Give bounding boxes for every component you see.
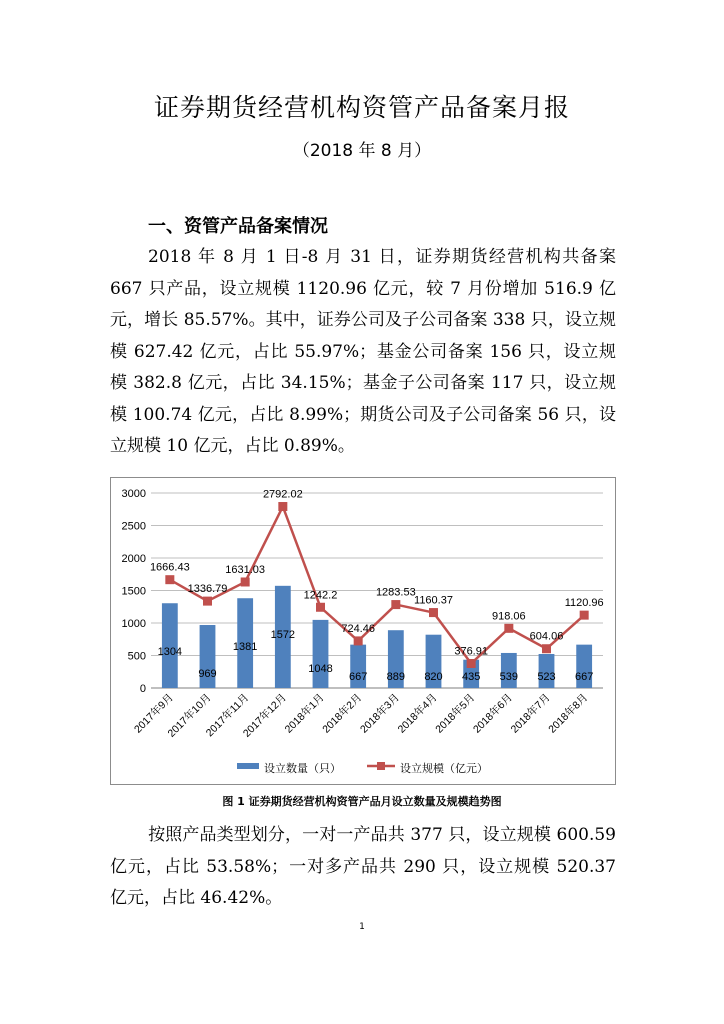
scale-marker [203, 597, 212, 606]
y-tick-label: 1000 [121, 618, 146, 630]
scale-marker [278, 502, 287, 511]
x-tick-label: 2018年5月 [433, 691, 478, 736]
bar-value-label: 435 [461, 671, 481, 683]
x-tick-label: 2017年11月 [203, 691, 252, 740]
scale-marker [316, 603, 325, 612]
x-tick-label: 2017年10月 [165, 691, 214, 740]
x-tick-label: 2018年7月 [508, 691, 553, 736]
figure-caption: 图 1 证券期货经营机构资管产品月设立数量及规模趋势图 [222, 795, 502, 808]
y-tick-label: 2500 [121, 520, 146, 533]
legend-bar-label: 设立数量（只） [264, 763, 341, 775]
line-value-label: 918.06 [492, 610, 526, 623]
scale-marker [580, 611, 589, 620]
scale-marker [241, 577, 250, 586]
x-tick-label: 2018年6月 [470, 691, 515, 736]
line-value-label: 1283.53 [375, 586, 416, 599]
y-tick-label: 500 [127, 650, 146, 663]
section-heading: 一、资管产品备案情况 [148, 216, 328, 237]
y-tick-label: 0 [139, 683, 146, 695]
line-value-label: 1336.79 [187, 583, 228, 596]
page-number: 1 [359, 922, 365, 932]
summary-text: 2018 年 8 月 1 日-8 月 31 日，证券期货经营机构共备案 667 只产品，设立规模 1120.96 亿元，较 7 月份增加 516.9 亿元，增长 85.57%。其中，证券公司及子公司备案 338 只，设立规模 627.42 亿元，占比 55.97%；基金公司备案 156 只，设立规模 382.8 亿元，占比 34.15%；基金子公司备案 117 只，设立规模 100.74 亿元，占比 8.99%；期货公司及子公司备案 56 只，设立规模 10 亿元，占比 0.89%。 [110, 247, 616, 456]
bar-value-label: 539 [499, 671, 519, 683]
x-tick-label: 2018年1月 [282, 691, 327, 736]
line-value-label: 1631.03 [225, 563, 266, 576]
bar-value-label: 1572 [270, 628, 296, 641]
bar-value-label: 1048 [308, 662, 333, 675]
bar-value-label: 969 [198, 668, 217, 681]
y-tick-label: 3000 [121, 488, 146, 500]
x-tick-label: 2018年4月 [395, 691, 440, 736]
line-value-label: 1666.43 [149, 561, 190, 574]
x-tick-label: 2018年3月 [357, 691, 402, 736]
summary-paragraph [110, 242, 616, 463]
line-value-label: 1160.37 [414, 594, 453, 607]
x-tick-label: 2017年12月 [240, 691, 289, 740]
scale-marker [354, 636, 363, 645]
legend-line-marker [377, 762, 385, 770]
legend-line-label: 设立规模（亿元） [400, 763, 488, 775]
y-tick-label: 1500 [121, 585, 146, 598]
bar-value-label: 523 [537, 671, 556, 683]
line-value-label: 1242.2 [303, 589, 338, 602]
scale-marker [165, 575, 174, 584]
x-tick-label: 2017年9月 [131, 691, 176, 736]
scale-marker [542, 644, 551, 653]
scale-marker [504, 624, 513, 633]
scale-marker [467, 659, 476, 668]
trend-chart-svg [111, 478, 617, 786]
report-title: 证券期货经营机构资管产品备案月报 [153, 93, 570, 122]
x-tick-label: 2018年2月 [320, 691, 365, 736]
line-value-label: 376.91 [454, 645, 488, 658]
scale-marker [391, 600, 400, 609]
line-value-label: 724.46 [341, 622, 375, 635]
bar-value-label: 667 [348, 671, 368, 683]
bar [313, 620, 329, 688]
scale-line [170, 507, 584, 664]
type-text: 按照产品类型划分，一对一产品共 377 只，设立规模 600.59 亿元，占比 53.58%；一对多产品共 290 只，设立规模 520.37 亿元，占比 46.42%。 [110, 825, 616, 908]
bar-value-label: 820 [424, 671, 443, 683]
scale-marker [429, 608, 438, 617]
legend-bar-swatch [237, 763, 259, 769]
type-paragraph [110, 820, 616, 915]
line-value-label: 604.06 [529, 630, 564, 643]
bar-value-label: 1381 [232, 641, 258, 654]
bar-value-label: 889 [386, 671, 406, 683]
x-tick-label: 2018年8月 [546, 691, 591, 736]
y-tick-label: 2000 [121, 553, 146, 565]
bar-value-label: 667 [574, 671, 594, 683]
line-value-label: 2792.02 [262, 488, 303, 501]
line-value-label: 1120.96 [564, 597, 604, 610]
bar-value-label: 1304 [157, 646, 183, 659]
report-date: （2018 年 8 月） [292, 141, 432, 161]
trend-chart [110, 477, 616, 785]
